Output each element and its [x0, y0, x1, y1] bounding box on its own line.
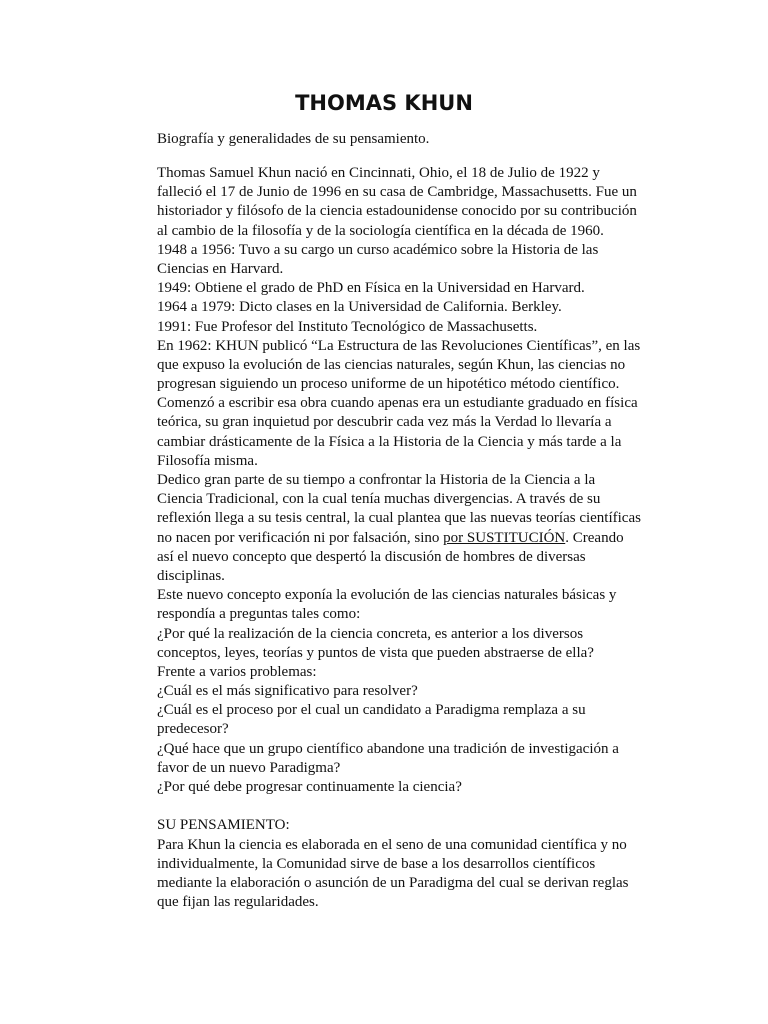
blank-line [157, 797, 677, 816]
body-line: que expuso la evolución de las ciencias naturales, según Khun, las ciencias no [157, 356, 626, 373]
section-heading: SU PENSAMIENTO: [157, 817, 290, 834]
sustitucion-before: no nacen por verificación ni por falsación, sino [157, 529, 444, 546]
body-line: Para Khun la ciencia es elaborada en el seno de una comunidad científica y no [157, 836, 627, 853]
sustitucion-after: . Creando [565, 529, 624, 546]
body-line: así el nuevo concepto que despertó la discusión de hombres de diversas [157, 548, 586, 565]
body-line: respondía a preguntas tales como: [157, 606, 361, 623]
body-line: Comenzó a escribir esa obra cuando apenas era un estudiante graduado en física [157, 395, 638, 412]
question-line: conceptos, leyes, teorías y puntos de vista que pueden abstraerse de ella? [157, 644, 594, 661]
body-line: 1991: Fue Profesor del Instituto Tecnológico de Massachusetts. [157, 318, 538, 335]
body-line: progresan siguiendo un proceso uniforme de un hipotético método científico. [157, 376, 620, 393]
body-line: falleció el 17 de Junio de 1996 en su casa de Cambridge, Massachusetts. Fue un [157, 184, 637, 201]
question-line: ¿Cuál es el más significativo para resolver? [157, 683, 418, 700]
question-line: ¿Qué hace que un grupo científico abandone una tradición de investigación a [157, 740, 619, 757]
body-line: disciplinas. [157, 567, 225, 584]
body-line: al cambio de la filosofía y de la sociología científica en la década de 1960. [157, 222, 604, 239]
question-line: predecesor? [157, 721, 229, 738]
body-line: cambiar drásticamente de la Física a la Historia de la Ciencia y más tarde a la [157, 433, 622, 450]
question-line: ¿Cuál es el proceso por el cual un candidato a Paradigma remplaza a su [157, 702, 586, 719]
body-line: 1964 a 1979: Dicto clases en la Universidad de California. Berkley. [157, 299, 562, 316]
question-line: favor de un nuevo Paradigma? [157, 759, 341, 776]
sustitucion-underlined: por SUSTITUCIÓN [443, 529, 566, 546]
body-line: teórica, su gran inquietud por descubrir cada vez más la Verdad lo llevaría a [157, 414, 612, 431]
body-line-sustitucion [157, 529, 677, 548]
body-line: Este nuevo concepto exponía la evolución de las ciencias naturales básicas y [157, 587, 617, 604]
body-line: En 1962: KHUN publicó “La Estructura de las Revoluciones Científicas”, en las [157, 337, 641, 354]
body-line: que fijan las regularidades. [157, 894, 319, 911]
body-line: historiador y filósofo de la ciencia estadounidense conocido por su contribución [157, 203, 637, 220]
body-line: Thomas Samuel Khun nació en Cincinnati, Ohio, el 18 de Julio de 1922 y [157, 165, 600, 181]
body-line: 1948 a 1956: Tuvo a su cargo un curso académico sobre la Historia de las [157, 241, 599, 258]
body-line: individualmente, la Comunidad sirve de base a los desarrollos científicos [157, 855, 596, 872]
question-line: ¿Por qué debe progresar continuamente la ciencia? [157, 779, 462, 795]
document-subtitle: Biografía y generalidades de su pensamiento. [157, 131, 430, 147]
document-title: THOMAS KHUN [295, 91, 473, 115]
body-line: Dedico gran parte de su tiempo a confrontar la Historia de la Ciencia a la [157, 472, 596, 488]
body-line: reflexión llega a su tesis central, la cual plantea que las nuevas teorías científicas [157, 510, 641, 527]
body-line: Ciencias en Harvard. [157, 260, 284, 277]
document-body [157, 164, 677, 912]
body-line: Frente a varios problemas: [157, 663, 317, 680]
question-line: ¿Por qué la realización de la ciencia concreta, es anterior a los diversos [157, 625, 584, 642]
body-line: Ciencia Tradicional, con la cual tenía muchas divergencias. A través de su [157, 491, 601, 508]
body-line: mediante la elaboración o asunción de un Paradigma del cual se derivan reglas [157, 874, 629, 891]
body-line: Filosofía misma. [157, 452, 258, 469]
body-line: 1949: Obtiene el grado de PhD en Física en la Universidad en Harvard. [157, 280, 585, 297]
